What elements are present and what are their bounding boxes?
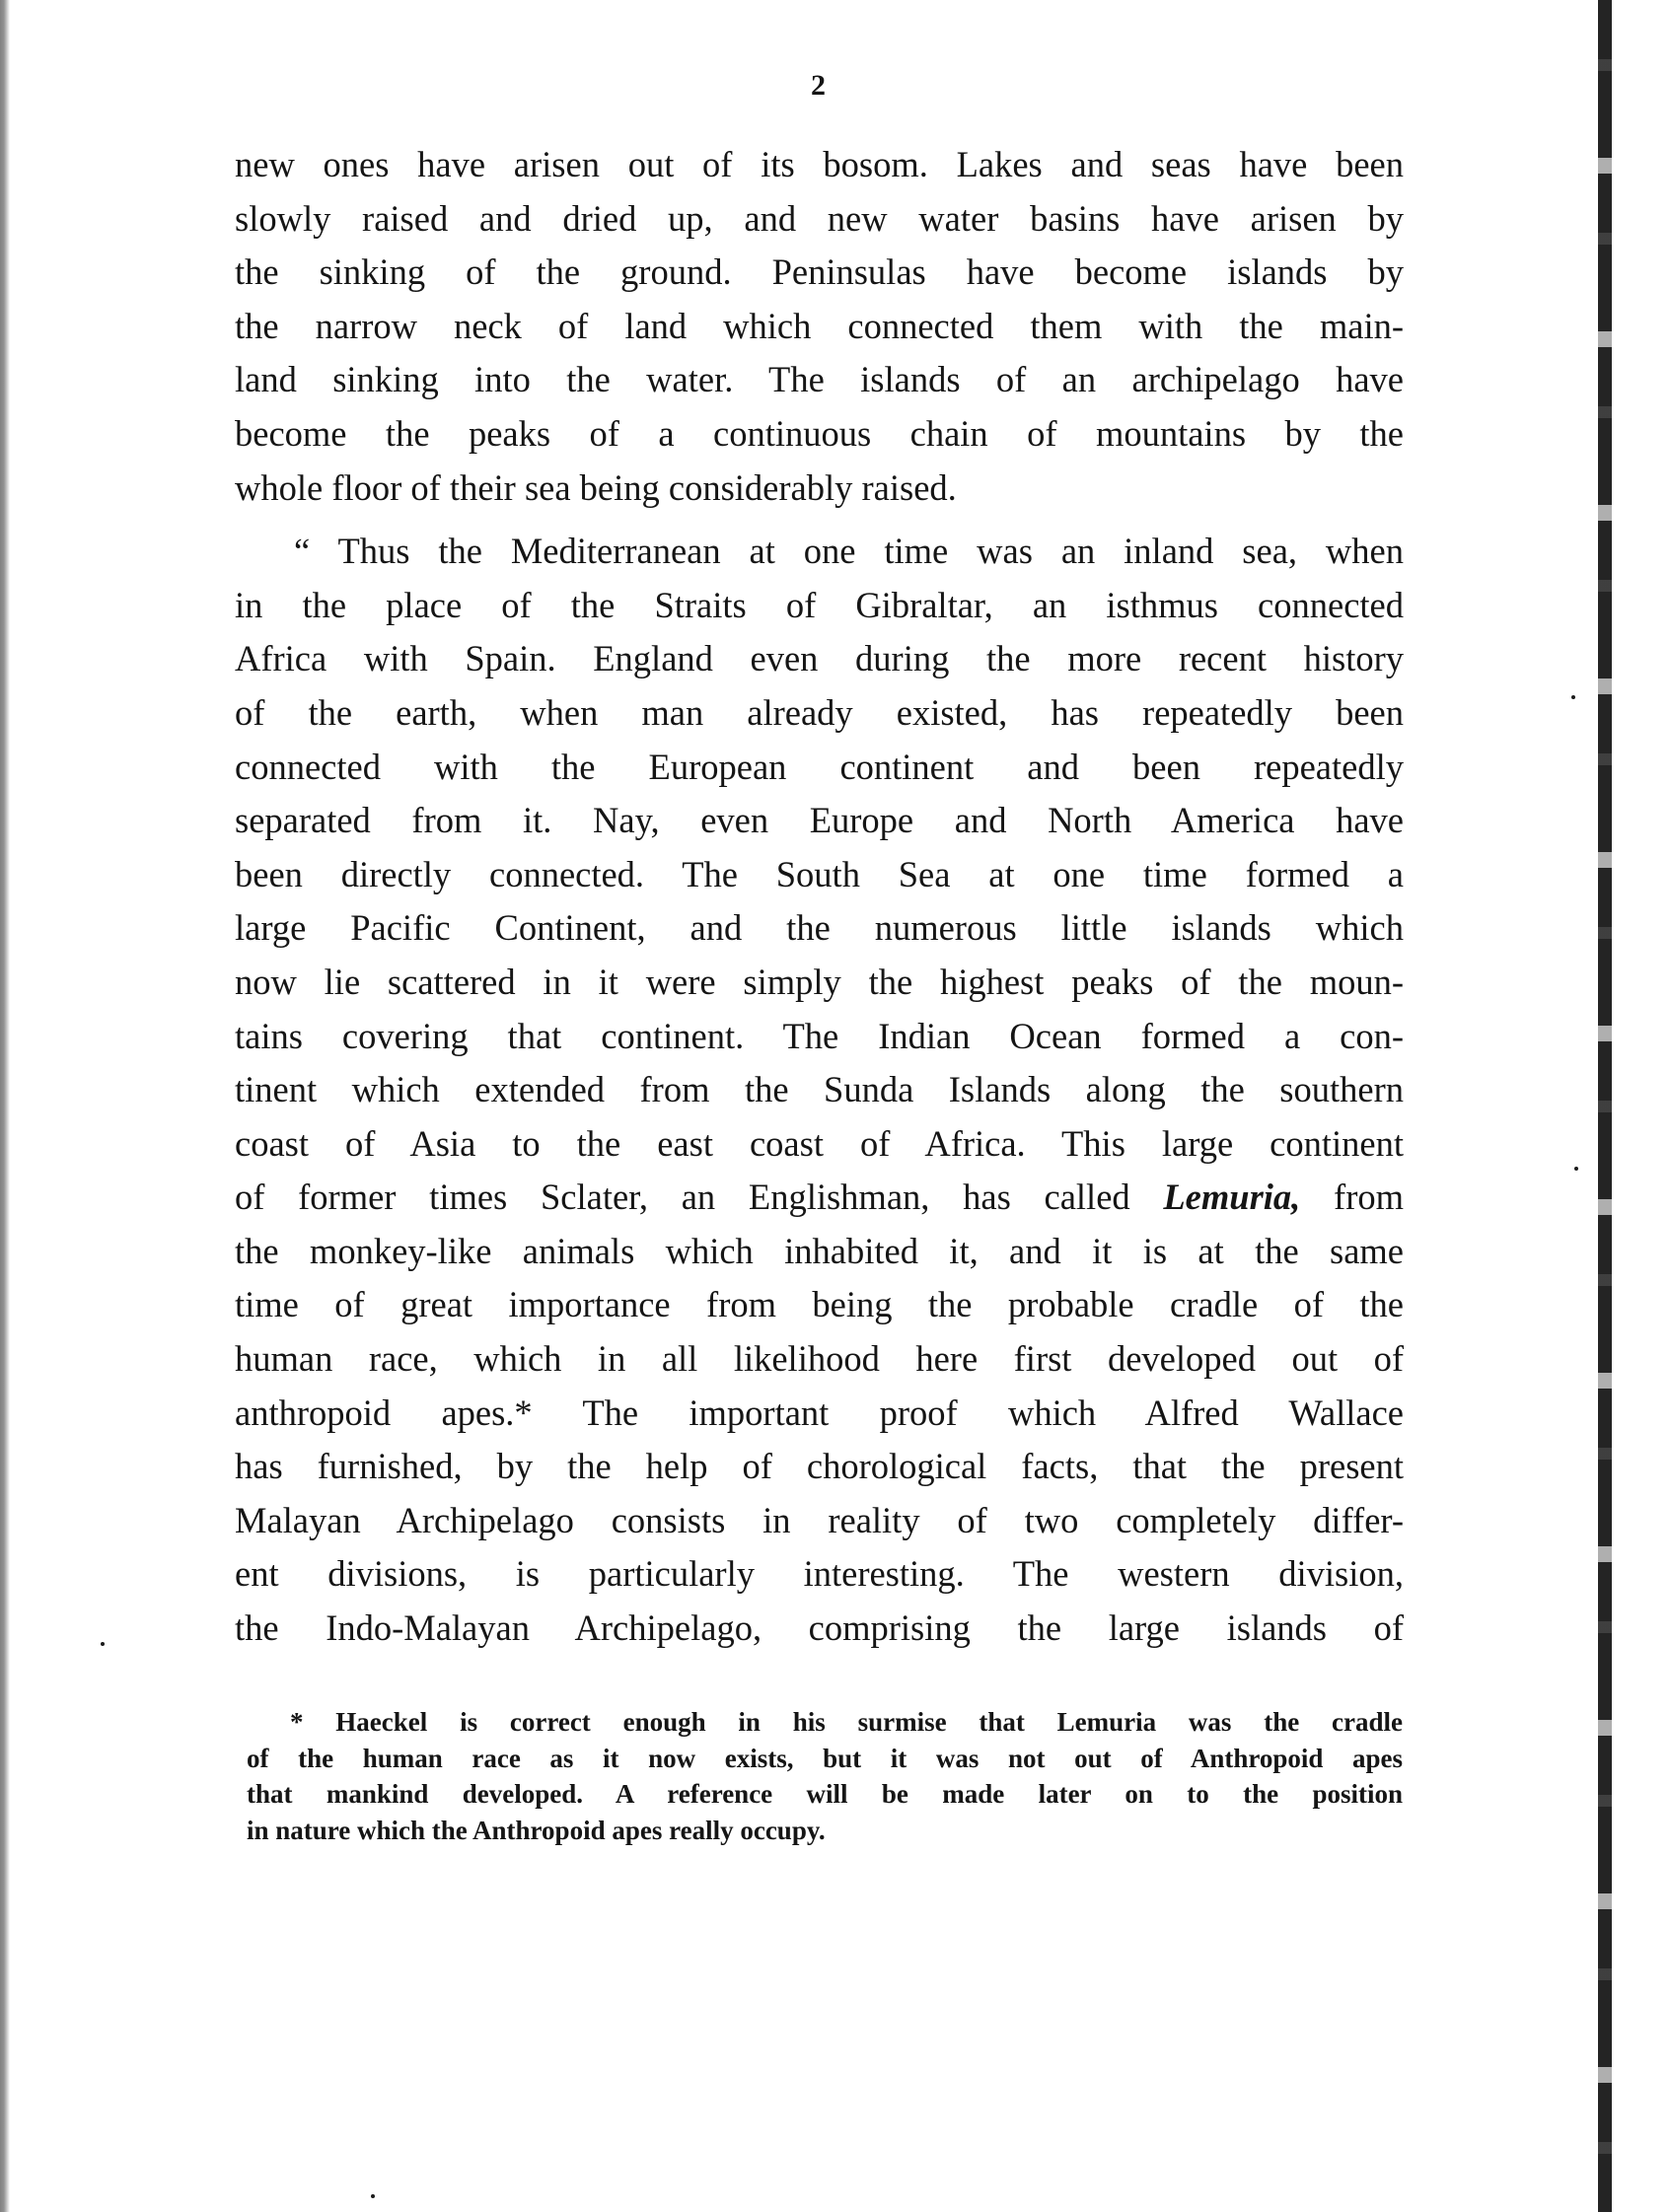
footnote-line: of the human race as it now exists, but it was not out of Anthropoid apes xyxy=(247,1743,1403,1773)
text-line: land sinking into the water. The islands of an archipelago have xyxy=(235,359,1404,400)
text-line: has furnished, by the help of chorological facts, that the present xyxy=(235,1446,1404,1487)
text-line: ent divisions, is particularly interesting. The western division, xyxy=(235,1553,1404,1595)
text-line-with-emphasis xyxy=(235,1171,1404,1225)
text-line: coast of Asia to the east coast of Africa. This large continent xyxy=(235,1122,1404,1164)
text-line: the monkey-like animals which inhabited it, and it is at the same xyxy=(235,1230,1404,1271)
paragraph-gap xyxy=(235,515,1404,525)
text-line: tinent which extended from the Sunda Islands along the southern xyxy=(235,1069,1404,1110)
scan-edge-left xyxy=(0,0,10,2212)
text-line: the narrow neck of land which connected them with the main- xyxy=(235,305,1404,346)
text-line: tains covering that continent. The Indian Ocean formed a con- xyxy=(235,1015,1404,1056)
footnote-line: in nature which the Anthropoid apes really occupy. xyxy=(247,1815,826,1845)
text-line: Africa with Spain. England even during the more recent history xyxy=(235,638,1404,679)
scan-speck xyxy=(1574,1167,1578,1171)
paragraph-1 xyxy=(235,138,1404,515)
page-number: 2 xyxy=(811,69,827,102)
text-line: new ones have arisen out of its bosom. Lakes and seas have been xyxy=(235,144,1404,184)
body-text xyxy=(235,138,1404,1656)
text-line: connected with the European continent and been repeatedly xyxy=(235,746,1404,787)
footnote-line: * Haeckel is correct enough in his surmise that Lemuria was the cradle xyxy=(290,1707,1403,1737)
emphasized-term: Lemuria, xyxy=(1163,1177,1301,1218)
text-line: of the earth, when man already existed, has repeatedly been xyxy=(235,691,1404,733)
text-line: the Indo-Malayan Archipelago, comprising the large islands of xyxy=(235,1607,1404,1649)
scan-speck xyxy=(101,1642,105,1646)
text-line: the sinking of the ground. Peninsulas have become islands by xyxy=(235,251,1404,293)
text-line: in the place of the Straits of Gibraltar, an isthmus connected xyxy=(235,584,1404,625)
text-line: become the peaks of a continuous chain of mountains by the xyxy=(235,412,1404,454)
footnote xyxy=(247,1704,1403,1848)
scan-speck xyxy=(371,2194,375,2198)
footnote-line: that mankind developed. A reference will be made later on to the position xyxy=(247,1779,1403,1809)
text-line: slowly raised and dried up, and new water basins have arisen by xyxy=(235,197,1404,239)
text-run: of former times Sclater, an Englishman, has called xyxy=(235,1177,1164,1218)
scan-speck xyxy=(1571,695,1575,699)
text-line: now lie scattered in it were simply the highest peaks of the moun- xyxy=(235,961,1404,1002)
text-line: “ Thus the Mediterranean at one time was an inland sea, when xyxy=(294,531,1404,572)
text-line: separated from it. Nay, even Europe and North America have xyxy=(235,800,1404,841)
text-line: anthropoid apes.* The important proof which Alfred Wallace xyxy=(235,1391,1404,1433)
text-line: whole floor of their sea being considerably raised. xyxy=(235,466,957,508)
paragraph-2 xyxy=(235,525,1404,1655)
text-line: Malayan Archipelago consists in reality of two completely differ- xyxy=(235,1499,1404,1540)
text-line: been directly connected. The South Sea at one time formed a xyxy=(235,853,1404,894)
text-run: from xyxy=(1300,1177,1404,1218)
scan-edge-right xyxy=(1598,0,1612,2212)
text-line: time of great importance from being the probable cradle of the xyxy=(235,1284,1404,1325)
text-line: large Pacific Continent, and the numerous little islands which xyxy=(235,907,1404,949)
text-line: human race, which in all likelihood here first developed out of xyxy=(235,1338,1404,1380)
